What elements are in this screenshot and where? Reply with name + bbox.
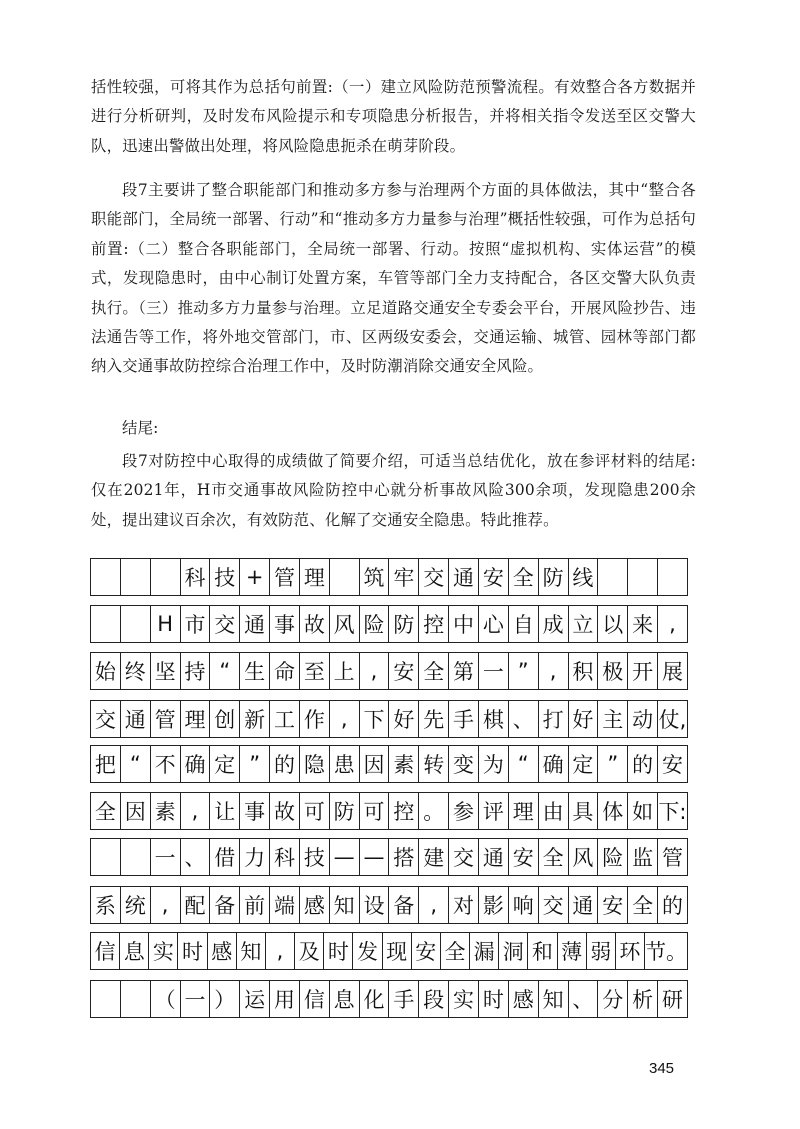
grid-cell: 的 <box>628 746 658 782</box>
grid-cell: 参 <box>449 793 479 829</box>
grid-cell: 素 <box>389 746 419 782</box>
grid-cell: 下: <box>658 800 687 824</box>
grid-cell: 。 <box>419 793 449 829</box>
grid-cell: 手 <box>449 701 479 737</box>
grid-cell: ” <box>509 653 539 689</box>
grid-cell: 搭 <box>389 839 419 875</box>
grid-cell: 及 <box>295 933 324 969</box>
grid-cell: 展 <box>661 660 683 684</box>
grid-cell: 弱 <box>587 933 616 969</box>
grid-cell: 仗, <box>658 708 687 732</box>
grid-cell: 始 <box>91 653 121 689</box>
grid-cell: 患 <box>330 746 360 782</box>
grid-cell <box>121 559 151 595</box>
grid-cell: 理 <box>181 701 211 737</box>
grid-cell: 不 <box>151 746 181 782</box>
grid-cell: 对 <box>449 887 479 923</box>
grid-cell: 安 <box>389 653 419 689</box>
grid-cell: 命 <box>270 653 300 689</box>
grid-cell: 立 <box>569 606 599 642</box>
grid-cell: （ <box>151 981 181 1017</box>
grid-cell: 持 <box>181 653 211 689</box>
grid-cell: 全 <box>628 887 658 923</box>
grid-cell: 响 <box>509 887 539 923</box>
grid-cell: 感 <box>300 887 330 923</box>
grid-cell <box>598 559 628 595</box>
grid-cell: 分 <box>598 981 628 1017</box>
grid-cell: 安 <box>661 753 683 777</box>
grid-cell: 先 <box>419 701 449 737</box>
grid-row <box>90 700 688 738</box>
grid-cell: 知 <box>330 887 360 923</box>
grid-cell: 定 <box>210 746 240 782</box>
grid-cell: 通 <box>569 887 599 923</box>
grid-cell: 体 <box>598 793 628 829</box>
grid-cell: “ <box>509 746 539 782</box>
paragraph-2: 段7主要讲了整合职能部门和推动多方参与治理两个方面的具体做法，其中“整合各职能部门，全局统一部署、行动”和“推动多方力量参与治理”概括性较强，可作为总括句前置:（二）整合各职能部门，全局统一部署、行动。按照“虚拟机构、实体运营”的模式，发现隐患时，由中心制订处置方案，车管等部门全力支持配合，各区交警大队负责执行。（三）推动多方力量参与治理。立足道路交通安全专委会平台，开展风险抄告、违法通告等工作，将外地交管部门，市、区两级安委会，交通运输、城管、园林等部门都纳入交通事故防控综合治理工作中，及时防潮消除交通安全风险。 <box>91 181 696 376</box>
grid-cell: 一 <box>151 839 181 875</box>
grid-cell: 交 <box>449 839 479 875</box>
grid-cell: 实 <box>149 933 178 969</box>
grid-cell: 工 <box>270 701 300 737</box>
grid-cell: 牢 <box>389 559 419 595</box>
grid-cell: 安 <box>598 887 628 923</box>
grid-cell: 技 <box>300 839 330 875</box>
grid-cell: , <box>266 933 295 969</box>
grid-cell: 素 <box>151 793 181 829</box>
grid-cell <box>330 559 360 595</box>
grid-cell: 隐 <box>300 746 330 782</box>
grid-cell: 交 <box>539 887 569 923</box>
grid-cell: 极 <box>598 653 628 689</box>
grid-cell: 好 <box>569 701 599 737</box>
grid-cell: 研 <box>661 988 683 1012</box>
grid-cell: 全 <box>509 559 539 595</box>
grid-cell: 安 <box>479 559 509 595</box>
grid-cell: 全 <box>441 933 470 969</box>
grid-cell: 可 <box>360 793 390 829</box>
grid-cell: 运 <box>240 981 270 1017</box>
grid-cell: , <box>419 887 449 923</box>
grid-cell: 风 <box>569 839 599 875</box>
grid-cell: 安 <box>509 839 539 875</box>
grid-cell: 好 <box>389 701 419 737</box>
grid-cell: 时 <box>178 933 207 969</box>
grid-cell: 时 <box>479 981 509 1017</box>
grid-cell: 感 <box>509 981 539 1017</box>
grid-cell: , <box>330 701 360 737</box>
grid-cell: 监 <box>628 839 658 875</box>
grid-cell: 因 <box>360 746 390 782</box>
grid-cell: 可 <box>300 793 330 829</box>
grid-cell: 评 <box>479 793 509 829</box>
grid-cell: 具 <box>569 793 599 829</box>
grid-cell: 心 <box>479 606 509 642</box>
grid-cell: 化 <box>360 981 390 1017</box>
grid-cell: 开 <box>628 653 658 689</box>
grid-cell: 生 <box>240 653 270 689</box>
grid-cell: 备 <box>210 887 240 923</box>
grid-cell: 节。 <box>644 940 687 964</box>
grid-cell: 感 <box>208 933 237 969</box>
grid-cell <box>91 981 121 1017</box>
page-number: 345 <box>649 1060 675 1077</box>
paragraph-1: 括性较强，可将其作为总括句前置:（一）建立风险防范预警流程。有效整合各方数据并进行分析研判，及时发布风险提示和专项隐患分析报告，并将相关指令发送至区交警大队，迅速出警做出处理，将风险隐患扼杀在萌芽阶段。 <box>91 78 696 155</box>
grid-cell: 力 <box>240 839 270 875</box>
grid-cell: “ <box>121 746 151 782</box>
grid-cell: 确 <box>539 746 569 782</box>
grid-cell: 前 <box>240 887 270 923</box>
grid-cell: 故 <box>300 606 330 642</box>
grid-cell: 坚 <box>151 653 181 689</box>
grid-cell: 息 <box>120 933 149 969</box>
paragraph-ending-label: 结尾: <box>122 419 159 437</box>
grid-cell: 配 <box>181 887 211 923</box>
grid-cell: 积 <box>569 653 599 689</box>
grid-cell: 借 <box>210 839 240 875</box>
grid-cell: 理 <box>509 793 539 829</box>
grid-cell: 洞 <box>499 933 528 969</box>
grid-cell: , <box>669 612 676 636</box>
grid-cell: 时 <box>324 933 353 969</box>
grid-cell: — <box>330 839 360 875</box>
grid-cell <box>151 559 181 595</box>
grid-cell: 息 <box>330 981 360 1017</box>
grid-cell: 统 <box>121 887 151 923</box>
grid-cell <box>91 606 121 642</box>
grid-cell: 筑 <box>360 559 390 595</box>
grid-row <box>90 652 688 690</box>
grid-cell: 第 <box>449 653 479 689</box>
grid-cell: 以 <box>598 606 628 642</box>
grid-cell: 打 <box>539 701 569 737</box>
grid-row <box>90 558 688 596</box>
grid-cell: — <box>360 839 390 875</box>
grid-cell: 薄 <box>558 933 587 969</box>
grid-cell: 动 <box>628 701 658 737</box>
grid-cell: “ <box>210 653 240 689</box>
grid-cell: 实 <box>449 981 479 1017</box>
grid-cell: 析 <box>628 981 658 1017</box>
grid-cell: ” <box>240 746 270 782</box>
grid-row <box>90 745 688 783</box>
grid-cell: 信 <box>91 933 120 969</box>
grid-cell: 系 <box>91 887 121 923</box>
grid-cell: 通 <box>449 559 479 595</box>
grid-cell: 事 <box>240 793 270 829</box>
paragraph-ending: 段7对防控中心取得的成绩做了简要介绍，可适当总结优化，放在参评材料的结尾:仅在2021年，H市交通事故风险防控中心就分析事故风险300余项，发现隐患200余处，提出建议百余次，有效防范、化解了交通安全隐患。特此推荐。 <box>91 452 696 529</box>
grid-cell: 由 <box>539 793 569 829</box>
grid-cell: 创 <box>210 701 240 737</box>
grid-cell: 险 <box>598 839 628 875</box>
grid-cell: 通 <box>479 839 509 875</box>
grid-cell: 线 <box>569 559 599 595</box>
grid-cell <box>91 839 121 875</box>
grid-cell: 控 <box>389 793 419 829</box>
grid-cell: 、 <box>569 981 599 1017</box>
grid-cell: 交 <box>419 559 449 595</box>
grid-cell: 事 <box>270 606 300 642</box>
grid-cell: 定 <box>569 746 599 782</box>
grid-cell: 安 <box>412 933 441 969</box>
grid-cell: 技 <box>210 559 240 595</box>
grid-cell: 管 <box>661 846 683 870</box>
grid-cell: 信 <box>300 981 330 1017</box>
grid-row <box>90 838 688 876</box>
grid-cell: 的 <box>661 894 683 918</box>
grid-cell: 段 <box>419 981 449 1017</box>
grid-cell: 终 <box>121 653 151 689</box>
grid-cell: 手 <box>389 981 419 1017</box>
grid-cell: 来 <box>628 606 658 642</box>
grid-cell: 发 <box>353 933 382 969</box>
grid-cell: 主 <box>598 701 628 737</box>
grid-cell: 因 <box>121 793 151 829</box>
grid-cell: 防 <box>539 559 569 595</box>
grid-cell: 变 <box>449 746 479 782</box>
grid-cell: 新 <box>240 701 270 737</box>
grid-cell: 作 <box>300 701 330 737</box>
grid-cell: 为 <box>479 746 509 782</box>
grid-cell: 上 <box>330 653 360 689</box>
grid-cell: 环 <box>616 933 645 969</box>
grid-cell: 一 <box>181 981 211 1017</box>
grid-cell: 科 <box>270 839 300 875</box>
grid-cell: 棋 <box>479 701 509 737</box>
grid-cell: 备 <box>389 887 419 923</box>
grid-cell: 科 <box>181 559 211 595</box>
grid-cell: 现 <box>383 933 412 969</box>
grid-cell <box>658 559 687 595</box>
grid-cell: 设 <box>360 887 390 923</box>
grid-cell <box>121 981 151 1017</box>
grid-cell: 中 <box>449 606 479 642</box>
grid-cell: , <box>181 793 211 829</box>
grid-cell: 市 <box>181 606 211 642</box>
grid-cell: 一 <box>479 653 509 689</box>
grid-cell: 确 <box>181 746 211 782</box>
grid-cell: 理 <box>300 559 330 595</box>
grid-cell: , <box>360 653 390 689</box>
grid-cell: 控 <box>419 606 449 642</box>
grid-cell: 的 <box>270 746 300 782</box>
grid-cell <box>121 606 151 642</box>
grid-cell: 防 <box>330 793 360 829</box>
grid-row <box>90 605 688 643</box>
grid-cell <box>628 559 658 595</box>
grid-cell: 转 <box>419 746 449 782</box>
grid-cell: 通 <box>240 606 270 642</box>
grid-cell: 自 <box>509 606 539 642</box>
grid-cell: 通 <box>121 701 151 737</box>
grid-cell: 如 <box>628 793 658 829</box>
grid-cell: 让 <box>210 793 240 829</box>
grid-cell: 管 <box>151 701 181 737</box>
grid-cell: 全 <box>419 653 449 689</box>
grid-cell: 影 <box>479 887 509 923</box>
grid-cell: 成 <box>539 606 569 642</box>
grid-cell: 知 <box>539 981 569 1017</box>
grid-cell: 和 <box>528 933 557 969</box>
grid-cell: 把 <box>91 746 121 782</box>
grid-cell: 交 <box>91 701 121 737</box>
grid-cell: , <box>539 653 569 689</box>
grid-cell: 管 <box>270 559 300 595</box>
grid-cell: 下 <box>360 701 390 737</box>
grid-cell: 、 <box>181 839 211 875</box>
grid-cell: 漏 <box>470 933 499 969</box>
grid-cell: 端 <box>270 887 300 923</box>
grid-row <box>90 886 688 924</box>
grid-cell: 交 <box>210 606 240 642</box>
grid-cell: 防 <box>389 606 419 642</box>
grid-cell: , <box>151 887 181 923</box>
grid-cell: H <box>151 606 181 642</box>
grid-cell: 全 <box>539 839 569 875</box>
grid-cell: ” <box>598 746 628 782</box>
grid-cell: ） <box>210 981 240 1017</box>
grid-cell: 全 <box>91 793 121 829</box>
grid-cell: 至 <box>300 653 330 689</box>
grid-cell: 用 <box>270 981 300 1017</box>
grid-row <box>90 932 688 970</box>
grid-cell: 风 <box>330 606 360 642</box>
grid-row <box>90 980 688 1018</box>
grid-cell <box>91 559 121 595</box>
grid-cell: 、 <box>509 701 539 737</box>
grid-row <box>90 792 688 830</box>
grid-cell: 建 <box>419 839 449 875</box>
grid-cell: + <box>240 559 270 595</box>
grid-cell <box>121 839 151 875</box>
grid-cell: 险 <box>360 606 390 642</box>
grid-cell: 知 <box>237 933 266 969</box>
grid-cell: 故 <box>270 793 300 829</box>
